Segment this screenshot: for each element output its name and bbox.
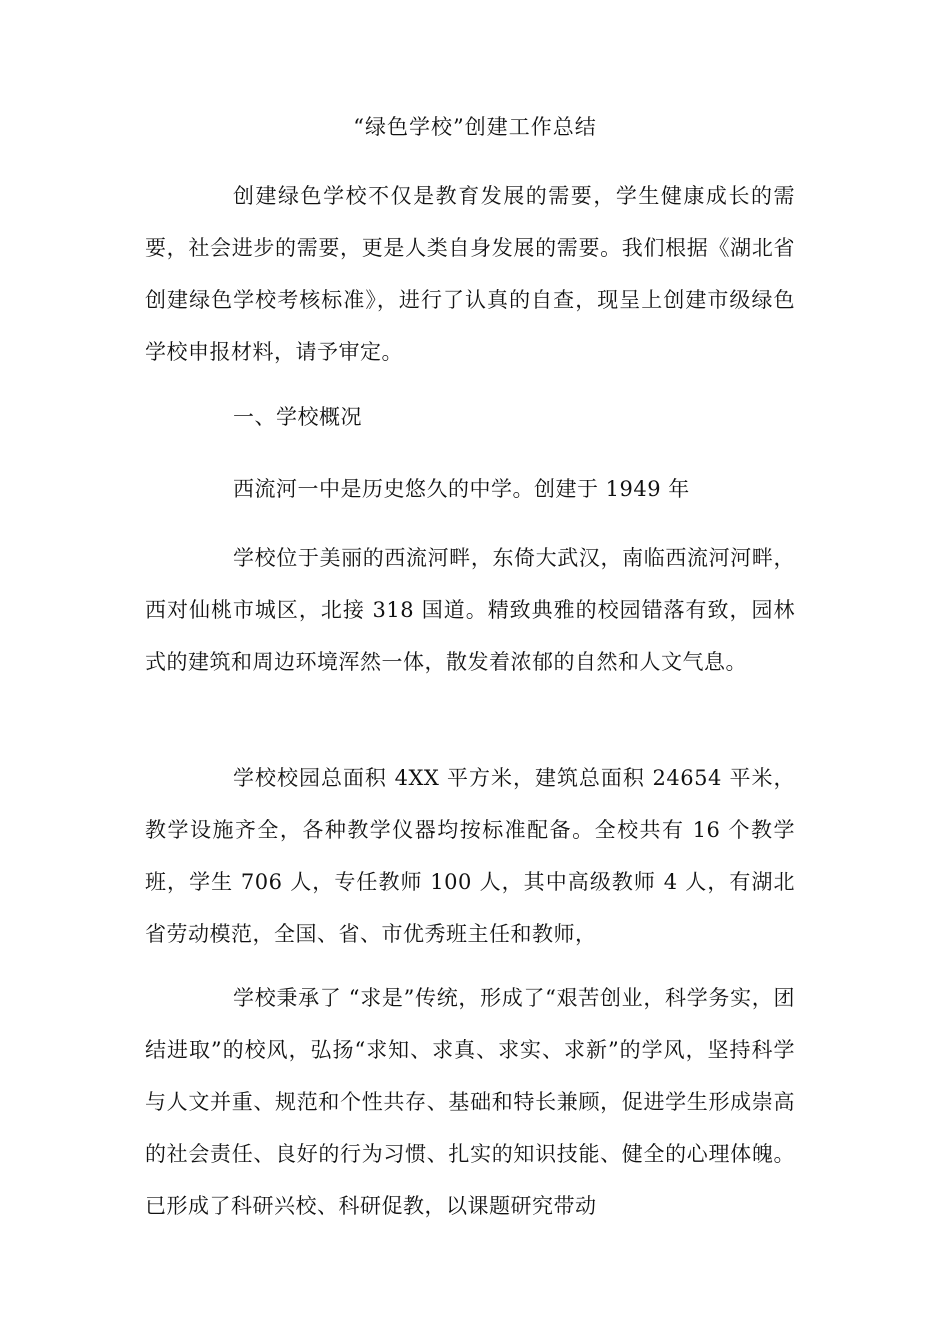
section-heading: 一、学校概况: [233, 405, 362, 429]
location-paragraph: 学校位于美丽的西流河畔，东倚大武汉，南临西流河河畔，西对仙桃市城区，北接 318 国道。精致典雅的校园错落有致，园林式的建筑和周边环境浑然一体，散发着浓郁的自然和人文气息。: [145, 546, 795, 674]
intro-paragraph: 创建绿色学校不仅是教育发展的需要，学生健康成长的需要，社会进步的需要，更是人类自身发展的需要。我们根据《湖北省创建绿色学校考核标准》，进行了认真的自查，现呈上创建市级绿色学校申报材料，请予审定。: [145, 184, 795, 364]
facilities-paragraph: 学校校园总面积 4XX 平方米，建筑总面积 24654 平米，教学设施齐全，各种教学仪器均按标准配备。全校共有 16 个教学班，学生 706 人，专任教师 100 人，其中高级教师 4 人，有湖北省劳动模范，全国、省、市优秀班主任和教师，: [145, 766, 795, 946]
document-title: “绿色学校”创建工作总结: [353, 115, 597, 139]
tradition-paragraph: 学校秉承了 “求是”传统，形成了“艰苦创业，科学务实，团结进取”的校风，弘扬“求知、求真、求实、求新”的学风，坚持科学与人文并重、规范和个性共存、基础和特长兼顾，促进学生形成崇高的社会责任、良好的行为习惯、扎实的知识技能、健全的心理体魄。已形成了科研兴校、科研促教，以课题研究带动: [145, 986, 795, 1218]
history-paragraph: 西流河一中是历史悠久的中学。创建于 1949 年: [233, 477, 690, 501]
